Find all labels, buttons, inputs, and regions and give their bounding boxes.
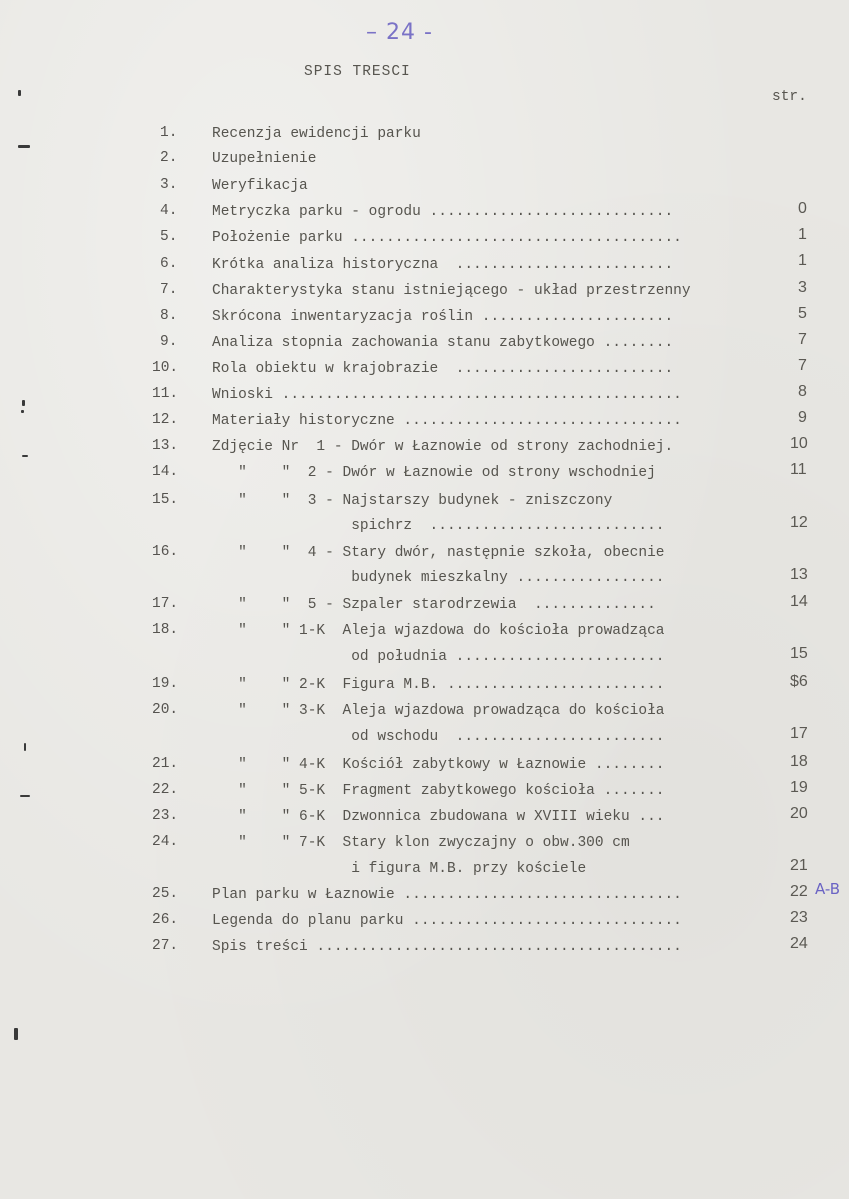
entry-title: Charakterystyka stanu istniejącego - układ przestrzenny [212, 283, 691, 299]
entry-page: 19 [790, 779, 808, 796]
entry-number: 6. [160, 256, 178, 272]
entry-title: " " 3-K Aleja wjazdowa prowadząca do kościoła [212, 703, 665, 719]
page-column-label: str. [772, 89, 807, 105]
entry-page: 12 [790, 514, 808, 531]
handwritten-annotation: A-B [815, 880, 841, 898]
entry-page: 21 [790, 857, 808, 874]
entry-page: 13 [790, 566, 808, 583]
scan-speck [18, 90, 21, 96]
entry-page: 22 [790, 883, 808, 900]
entry-title: Spis treści .......................................... [212, 939, 682, 955]
entry-page: 17 [790, 725, 808, 742]
scan-speck [20, 795, 30, 797]
entry-page: 20 [790, 805, 808, 822]
entry-title: Skrócona inwentaryzacja roślin ...................... [212, 309, 674, 325]
entry-page: 11 [790, 461, 807, 478]
entry-page: 7 [798, 357, 807, 374]
entry-number: 11. [152, 386, 179, 402]
entry-title: " " 6-K Dzwonnica zbudowana w XVIII wieku ... [212, 809, 665, 825]
entry-page: $6 [790, 673, 808, 690]
entry-number: 5. [160, 229, 178, 245]
entry-page: 18 [790, 753, 808, 770]
entry-page: 9 [798, 409, 807, 426]
entry-page: 5 [798, 305, 807, 322]
entry-title: Krótka analiza historyczna ......................... [212, 257, 674, 273]
entry-title: Metryczka parku - ogrodu ............................ [212, 204, 674, 220]
entry-title: Legenda do planu parku ............................... [212, 913, 682, 929]
entry-title: Położenie parku ...................................... [212, 230, 682, 246]
entry-title: " " 4 - Stary dwór, następnie szkoła, obecnie [212, 545, 665, 561]
entry-page: 3 [798, 279, 807, 296]
entry-number: 12. [152, 412, 179, 428]
entry-number: 1. [160, 125, 178, 141]
entry-title: " " 1-K Aleja wjazdowa do kościoła prowadząca [212, 623, 665, 639]
entry-number: 9. [160, 334, 178, 350]
entry-title: Wnioski .............................................. [212, 387, 682, 403]
entry-number: 24. [152, 834, 179, 850]
entry-number: 4. [160, 203, 178, 219]
entry-title: " " 7-K Stary klon zwyczajny o obw.300 cm [212, 835, 630, 851]
entry-number: 27. [152, 938, 179, 954]
entry-title: budynek mieszkalny ................. [212, 570, 665, 586]
entry-number: 20. [152, 702, 179, 718]
entry-number: 26. [152, 912, 179, 928]
entry-number: 22. [152, 782, 179, 798]
document-title: SPIS TRESCI [304, 64, 411, 80]
entry-page: 7 [798, 331, 807, 348]
entry-number: 25. [152, 886, 179, 902]
entry-number: 2. [160, 150, 178, 166]
entry-title: Uzupełnienie [212, 151, 317, 167]
entry-page: 24 [790, 935, 808, 952]
entry-title: Zdjęcie Nr 1 - Dwór w Łaznowie od strony zachodniej. [212, 439, 674, 455]
entry-page: 8 [798, 383, 807, 400]
entry-page: 10 [790, 435, 808, 452]
entry-title: Analiza stopnia zachowania stanu zabytkowego ........ [212, 335, 674, 351]
entry-number: 3. [160, 177, 178, 193]
entry-number: 18. [152, 622, 179, 638]
entry-title: Materiały historyczne ................................ [212, 413, 682, 429]
entry-page: 14 [790, 593, 808, 610]
scan-speck [14, 1028, 18, 1040]
entry-title: od wschodu ........................ [212, 729, 665, 745]
entry-page: 1 [798, 252, 807, 269]
entry-number: 15. [152, 492, 179, 508]
entry-title: Recenzja ewidencji parku [212, 126, 421, 142]
entry-number: 23. [152, 808, 179, 824]
entry-page: 15 [790, 645, 808, 662]
entry-number: 19. [152, 676, 179, 692]
scan-speck [22, 400, 25, 406]
scan-speck [24, 743, 26, 751]
entry-title: od południa ........................ [212, 649, 665, 665]
entry-number: 13. [152, 438, 179, 454]
entry-number: 21. [152, 756, 179, 772]
entry-page: 23 [790, 909, 808, 926]
entry-title: Rola obiektu w krajobrazie ......................... [212, 361, 674, 377]
entry-title: " " 3 - Najstarszy budynek - zniszczony [212, 493, 613, 509]
entry-number: 8. [160, 308, 178, 324]
entry-number: 16. [152, 544, 179, 560]
entry-page: 1 [798, 226, 807, 243]
scan-speck [18, 145, 30, 148]
entry-title: " " 2 - Dwór w Łaznowie od strony wschodniej [212, 465, 656, 481]
entry-number: 7. [160, 282, 178, 298]
entry-number: 14. [152, 464, 179, 480]
scan-speck [22, 455, 28, 457]
entry-page: 0 [798, 200, 807, 217]
handwritten-page-number: – 24 - [366, 20, 433, 45]
entry-title: " " 5 - Szpaler starodrzewia .............. [212, 597, 656, 613]
entry-title: " " 2-K Figura M.B. ......................... [212, 677, 665, 693]
entry-title: Weryfikacja [212, 178, 308, 194]
entry-title: i figura M.B. przy kościele [212, 861, 587, 877]
entry-number: 10. [152, 360, 179, 376]
entry-title: " " 4-K Kościół zabytkowy w Łaznowie ........ [212, 757, 665, 773]
entry-title: " " 5-K Fragment zabytkowego kościoła ....... [212, 783, 665, 799]
entry-title: spichrz ........................... [212, 518, 665, 534]
scan-speck [21, 410, 24, 413]
entry-number: 17. [152, 596, 179, 612]
entry-title: Plan parku w Łaznowie ................................ [212, 887, 682, 903]
